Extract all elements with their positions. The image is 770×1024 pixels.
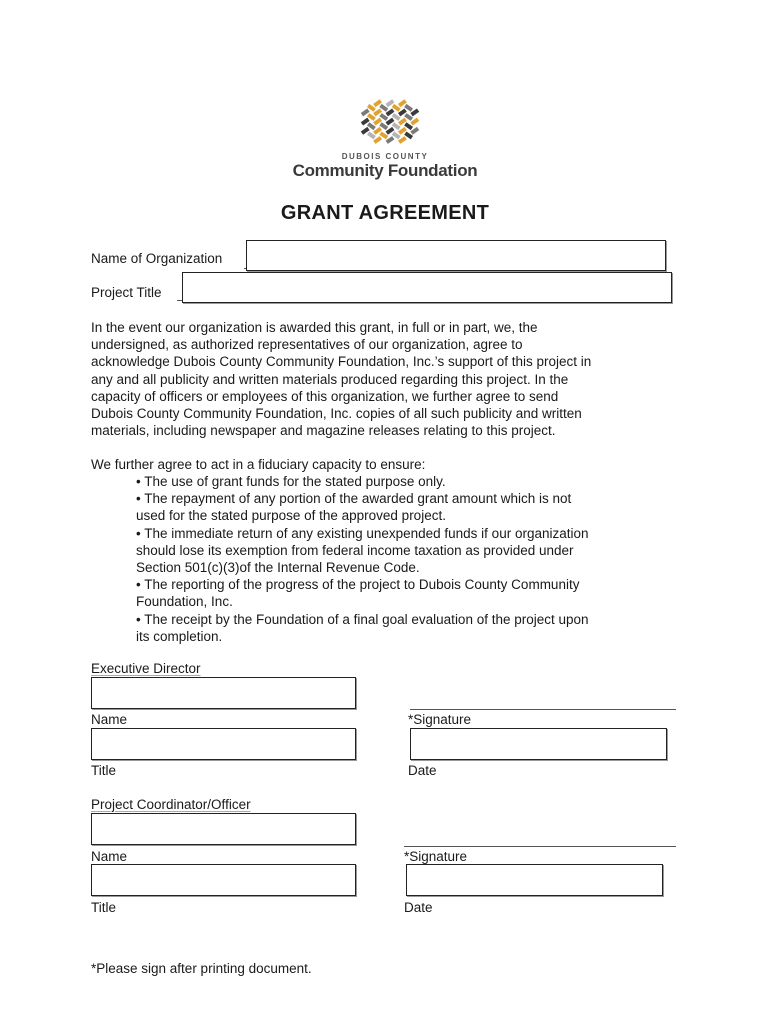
coordinator-date-input[interactable] [406,864,663,896]
executive-title-label: Title [91,763,117,778]
executive-title-input[interactable] [91,728,356,760]
coordinator-title-input[interactable] [91,864,356,896]
fiduciary-intro: We further agree to act in a fiduciary capacity to ensure: [91,457,426,472]
executive-name-label: Name [91,712,128,727]
executive-date-input[interactable] [410,728,667,760]
executive-signature-label: *Signature [408,712,472,727]
paragraph-line: In the event our organization is awarded this grant, in full or in part, we, the [91,320,538,335]
executive-director-heading: Executive Director [91,661,201,676]
project-title-input[interactable] [182,272,672,303]
logo-small-text: DUBOIS COUNTY [341,152,429,161]
paragraph-line: materials, including newspaper and magazine releases relating to this project. [91,423,556,439]
list-item: • The use of grant funds for the stated purpose only. [136,474,446,489]
organization-label: Name of Organization [91,251,223,266]
coordinator-date-label: Date [404,900,433,915]
paragraph-line: any and all publicity and written materials produced regarding this project. In the [91,371,569,387]
executive-signature-line[interactable] [410,709,676,710]
logo-big-text: Community Foundation [292,161,478,180]
list-item: • The receipt by the Foundation of a final goal evaluation of the project upon [136,611,589,627]
list-item: • The repayment of any portion of the awarded grant amount which is not [136,491,572,507]
paragraph-line: Dubois County Community Foundation, Inc. copies of all such publicity and written [91,406,582,422]
paragraph-line: undersigned, as authorized representatives of our organization, agree to [91,337,523,353]
foundation-logo-icon [350,86,430,152]
list-item: Foundation, Inc. [136,594,233,610]
list-item: Section 501(c)(3)of the Internal Revenue Code. [136,560,420,576]
organization-input[interactable] [246,240,666,271]
agreement-paragraph [91,319,691,439]
list-item: should lose its exemption from federal income taxation as provided under [136,542,574,558]
executive-name-input[interactable] [91,677,356,709]
list-item: • The reporting of the progress of the project to Dubois County Community [136,577,580,593]
paragraph-line: acknowledge Dubois County Community Foundation, Inc.’s support of this project in [91,354,592,370]
coordinator-name-input[interactable] [91,813,356,845]
list-item: its completion. [136,628,223,644]
coordinator-signature-line[interactable] [404,846,676,847]
list-item: • The immediate return of any existing unexpended funds if our organization [136,525,589,541]
project-title-label: Project Title [91,285,162,300]
list-item: used for the stated purpose of the approved project. [136,508,446,524]
footnote: *Please sign after printing document. [91,961,312,976]
project-coordinator-heading: Project Coordinator/Officer [91,797,251,812]
executive-date-label: Date [408,763,437,778]
fiduciary-bullet-list [136,473,696,645]
paragraph-line: capacity of officers or employees of this organization, we further agree to send [91,388,559,404]
coordinator-name-label: Name [91,849,128,864]
document-title: GRANT AGREEMENT [280,202,490,224]
coordinator-title-label: Title [91,900,117,915]
coordinator-signature-label: *Signature [404,849,468,864]
